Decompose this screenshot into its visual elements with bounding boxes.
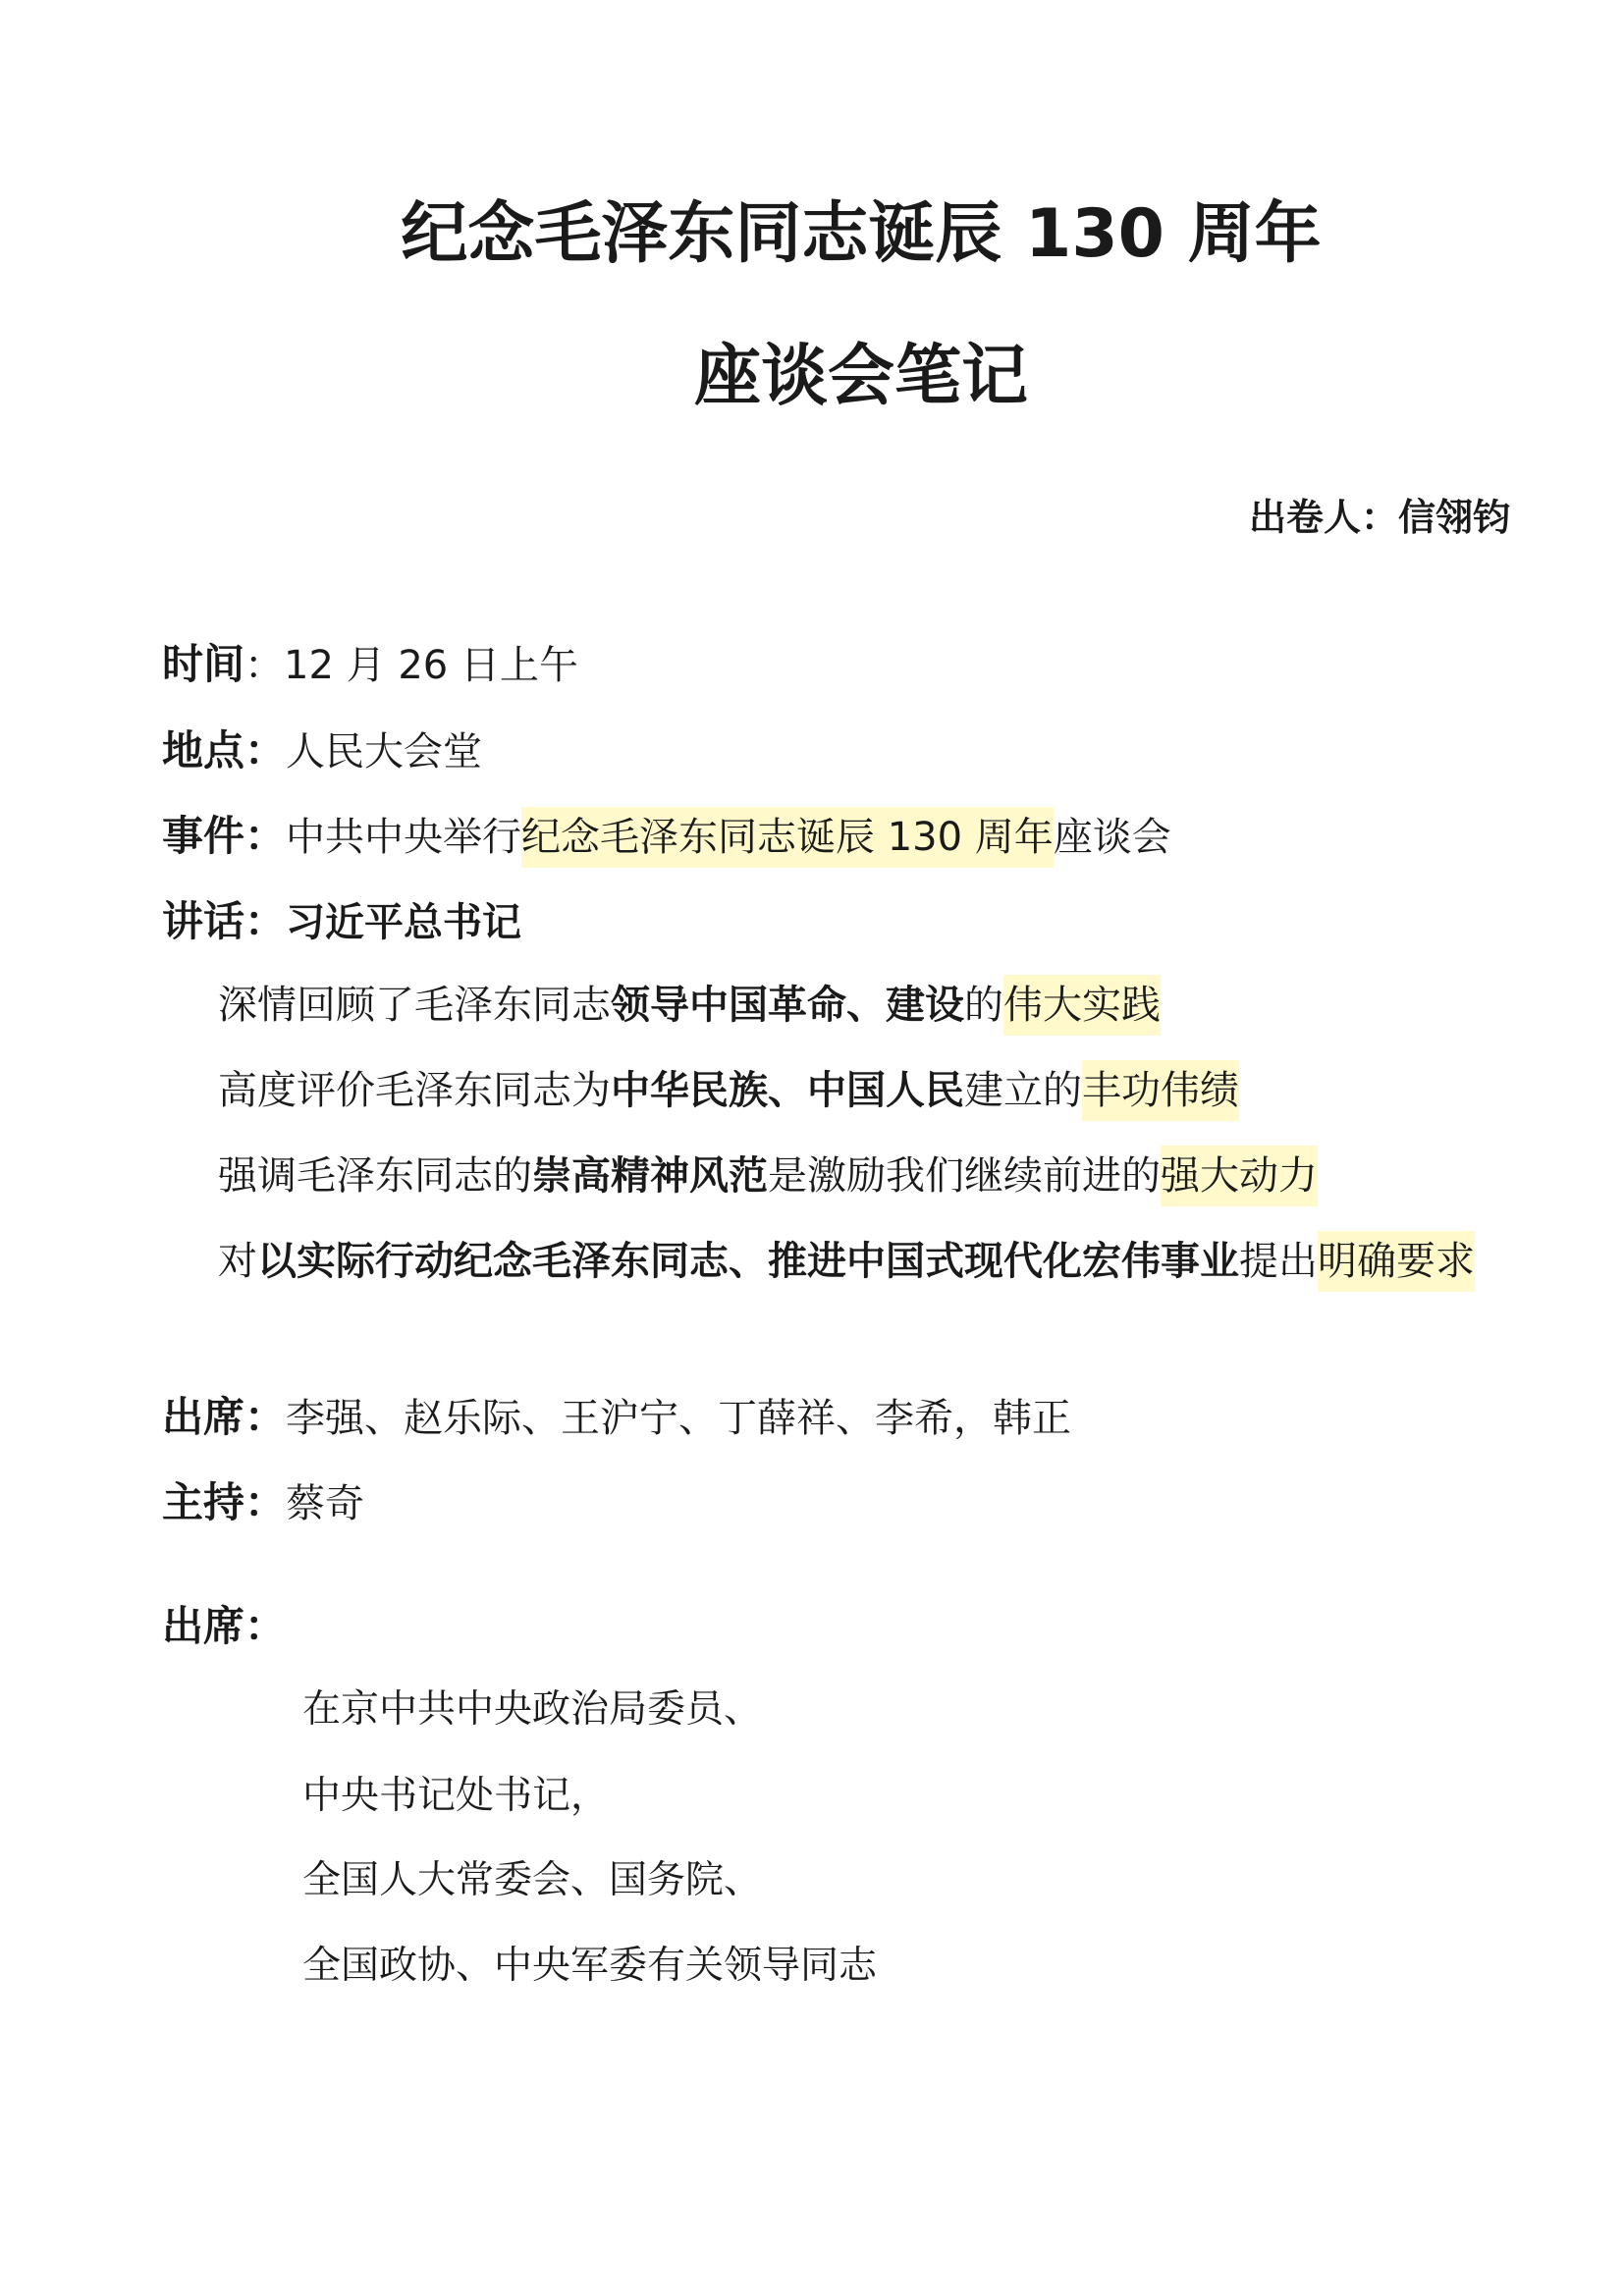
- document-title-line-1: 纪念毛泽东同志诞辰 130 周年: [401, 195, 1322, 273]
- speech-label: 讲话：: [162, 897, 287, 945]
- speech-speaker: 习近平总书记: [286, 900, 522, 945]
- speech-point-highlight: 伟大实践: [1003, 975, 1161, 1036]
- speech-point: 深情回顾了毛泽东同志领导中国革命、建设的伟大实践: [218, 986, 1161, 1025]
- speech-point-highlight: 强大动力: [1161, 1146, 1318, 1206]
- event-label: 事件：: [162, 812, 287, 860]
- present-value: 李强、赵乐际、王沪宁、丁薛祥、李希，韩正: [286, 1396, 1072, 1441]
- host-value: 蔡奇: [286, 1481, 365, 1526]
- speech-point-highlight: 丰功伟绩: [1082, 1060, 1239, 1121]
- speech-row: [162, 897, 522, 945]
- present-label: 出席：: [162, 1393, 287, 1441]
- time-value: 12 月 26 日上午: [284, 643, 578, 688]
- speech-point: 对以实际行动纪念毛泽东同志、推进中国式现代化宏伟事业提出明确要求: [218, 1242, 1475, 1281]
- attendee-line: 在京中共中央政治局委员、: [302, 1687, 763, 1732]
- speech-point: 高度评价毛泽东同志为中华民族、中国人民建立的丰功伟绩: [218, 1071, 1239, 1110]
- place-row: [162, 726, 483, 774]
- place-value: 人民大会堂: [286, 729, 483, 774]
- present-row: [162, 1393, 1072, 1441]
- author-credit: 出卷人：信翎钧: [1248, 496, 1510, 539]
- time-separator: ：: [244, 643, 285, 688]
- attendee-line: 全国政协、中央军委有关领导同志: [302, 1944, 878, 1988]
- attendee-line: 全国人大常委会、国务院、: [302, 1858, 763, 1902]
- event-highlight: 纪念毛泽东同志诞辰 130 周年: [521, 807, 1054, 868]
- also-present-label: 出席：: [162, 1602, 287, 1650]
- speech-point-highlight: 明确要求: [1318, 1231, 1475, 1292]
- event-row: [162, 812, 1171, 860]
- speech-point: 强调毛泽东同志的崇高精神风范是激励我们继续前进的强大动力: [218, 1156, 1318, 1196]
- host-label: 主持：: [162, 1478, 287, 1526]
- attendee-line: 中央书记处书记，: [302, 1774, 610, 1818]
- event-text: 中共中央举行: [286, 815, 522, 860]
- host-row: [162, 1478, 365, 1526]
- event-text-end: 座谈会: [1053, 815, 1171, 860]
- document-title-line-2: 座谈会笔记: [693, 338, 1028, 415]
- time-label: 时间: [162, 640, 245, 688]
- also-present-row: [162, 1602, 287, 1650]
- time-row: [162, 640, 578, 688]
- place-label: 地点：: [162, 726, 287, 774]
